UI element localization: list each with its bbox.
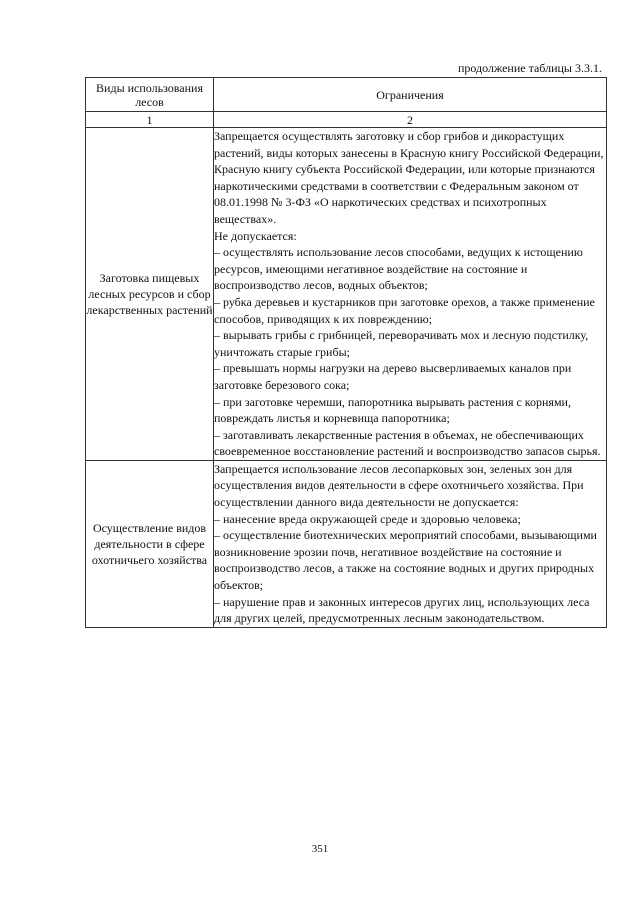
restriction-item: – нанесение вреда окружающей среде и здоровью человека; — [214, 511, 521, 526]
restrictions-cell — [214, 128, 607, 461]
table-row — [86, 460, 607, 627]
header-restrictions: Ограничения — [214, 78, 607, 112]
restriction-item: – осуществление биотехнических мероприятий способами, вызывающими возникновение эрозии почв, негативное воздействие на состояние и воспроизводство лесов, а также на состояние водных и других природных объектов; — [214, 528, 597, 593]
table-row — [86, 128, 607, 461]
column-number-1: 1 — [86, 112, 214, 128]
column-number-row — [86, 112, 607, 128]
header-forest-use-types: Виды использования лесов — [86, 78, 214, 112]
restriction-item: – рубка деревьев и кустарников при заготовке орехов, а также применение способов, приводящих к их повреждению; — [214, 294, 595, 326]
restriction-item: – при заготовке черемши, папоротника вырывать растения с корнями, повреждать листья и корневища папоротника; — [214, 394, 571, 426]
restriction-item: – заготавливать лекарственные растения в объемах, не обеспечивающих своевременное восстановление растений и воспроизводство запасов сырья. — [214, 427, 601, 459]
column-number-2: 2 — [214, 112, 607, 128]
restriction-item: – осуществлять использование лесов способами, ведущих к истощению ресурсов, имеющими негативное воздействие на состояние и воспроизводство лесов, водных объектов; — [214, 245, 583, 293]
restriction-paragraph: Запрещается использование лесов лесопарковых зон, зеленых зон для осуществления видов деятельности в сфере охотничьего хозяйства. При осуществлении данного вида деятельности не допускается: — [214, 461, 584, 510]
forest-use-restrictions-table — [85, 77, 607, 628]
forest-use-type-cell: Осуществление видов деятельности в сфере охотничьего хозяйства — [86, 460, 214, 627]
restriction-item: – нарушение прав и законных интересов других лиц, использующих леса для других целей, предусмотренных лесным законодательством. — [214, 594, 590, 626]
restriction-item: – вырывать грибы с грибницей, переворачивать мох и лесную подстилку, уничтожать старые грибы; — [214, 328, 589, 359]
table-header-row — [86, 78, 607, 112]
restriction-item: – превышать нормы нагрузки на дерево высверливаемых каналов при заготовке березового сока; — [214, 361, 572, 392]
forest-use-type-cell: Заготовка пищевых лесных ресурсов и сбор лекарственных растений — [86, 128, 214, 461]
restrictions-cell — [214, 460, 607, 627]
table-continuation-label: продолжение таблицы 3.3.1. — [457, 61, 602, 75]
restriction-paragraph: Запрещается осуществлять заготовку и сбор грибов и дикорастущих растений, виды которых занесены в Красную книгу Российской Федерации, Красную книгу субъекта Российской Федерации, или которые признаются наркотическими средствами в соответствии с Федеральным законом от 08.01.1998 № 3-ФЗ «О наркотических средствах и психотропных веществах». — [214, 129, 604, 226]
page-number: 351 — [311, 843, 329, 855]
restriction-paragraph: Не допускается: — [214, 228, 297, 243]
